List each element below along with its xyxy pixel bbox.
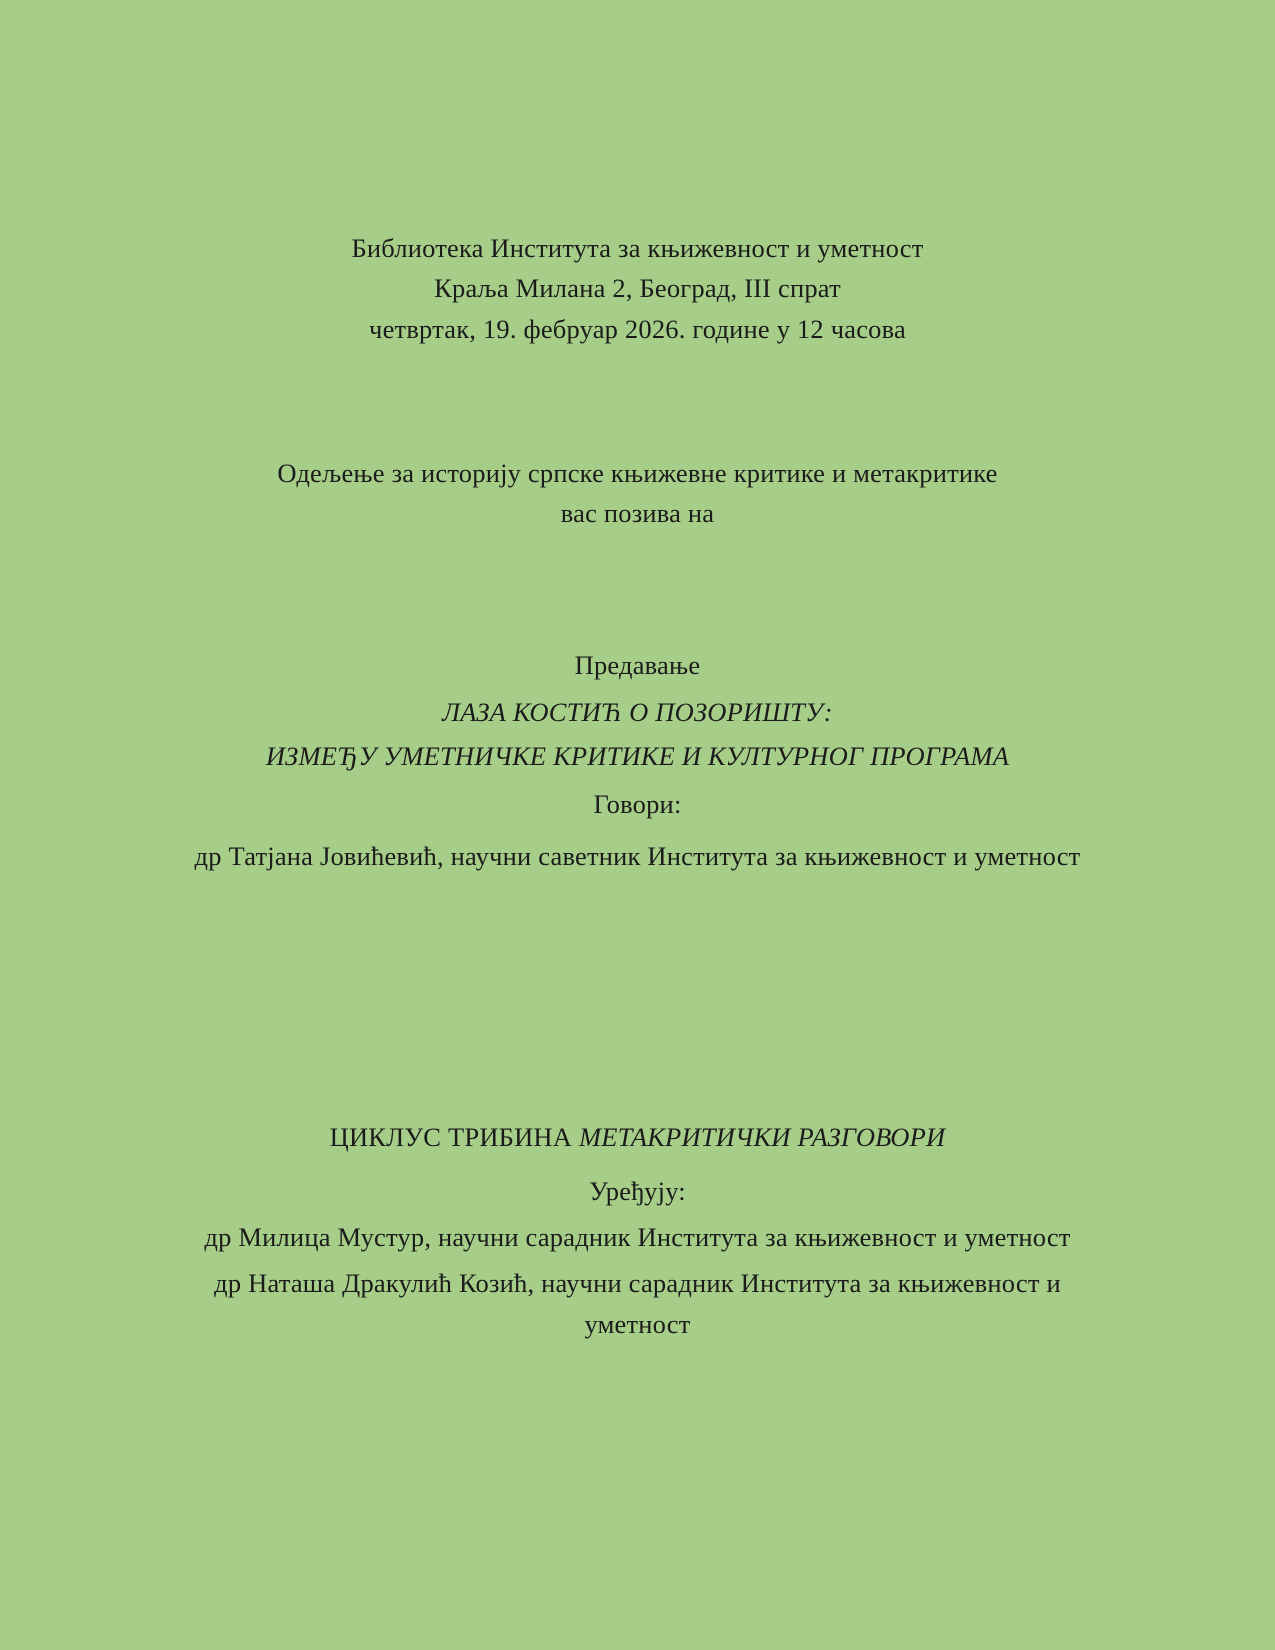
lecture-title: [138, 692, 1138, 777]
venue-institution: Библиотека Института за књижевност и уметност: [351, 233, 924, 263]
cycle-prefix: ЦИКЛУС ТРИБИНА: [329, 1121, 579, 1152]
cycle-block: [138, 1117, 1138, 1344]
cycle-name: МЕТАКРИТИЧКИ РАЗГОВОРИ: [578, 1121, 946, 1152]
lecture-block: [138, 645, 1138, 876]
venue-datetime: четвртак, 19. фебруар 2026. године у 12 часова: [369, 313, 906, 344]
editors-label: Уређују:: [589, 1175, 686, 1206]
speaker-label: Говори:: [593, 789, 682, 820]
editor-name-1: др Милица Мустур, научни сарадник Института за књижевност и уметност: [204, 1222, 1071, 1253]
invitation-text: вас позива на: [560, 498, 715, 529]
venue-block: [138, 228, 1138, 349]
department-block: [138, 453, 1138, 534]
lecture-title-line-2: ИЗМЕЂУ УМЕТНИЧКЕ КРИТИКЕ И КУЛТУРНОГ ПРОГРАМА: [265, 740, 1010, 771]
editor-name-2: др Наташа Дракулић Козић, научни сарадник Института за књижевност и уметност: [214, 1268, 1068, 1339]
venue-address: Краља Милана 2, Београд, III спрат: [434, 273, 841, 304]
cycle-heading: [138, 1117, 1138, 1157]
department-name: Одељење за историју српске књижевне критике и метакритике: [277, 457, 998, 488]
lecture-kind: Предавање: [574, 650, 701, 681]
lecture-title-line-1: ЛАЗА КОСТИЋ О ПОЗОРИШТУ:: [442, 696, 833, 727]
speaker-name: др Татјана Јовићевић, научни саветник Института за књижевност и уметност: [194, 841, 1081, 872]
